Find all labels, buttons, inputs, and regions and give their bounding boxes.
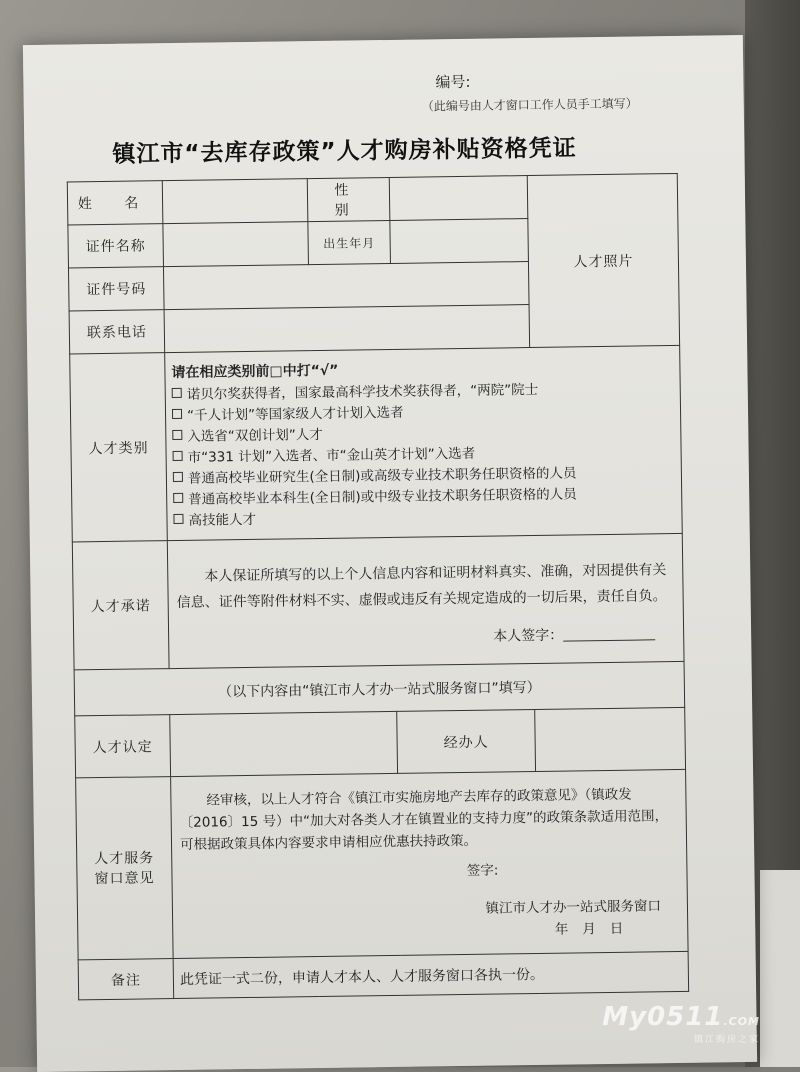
document-title: 镇江市“去库存政策”人才购房补贴资格凭证 — [112, 135, 577, 168]
id-number-field[interactable] — [163, 262, 529, 310]
category-option-3[interactable]: 入选省“双创计划”人才 — [172, 420, 674, 448]
opinion-date: 年月日 — [554, 920, 638, 938]
signature-line[interactable] — [563, 625, 655, 641]
opinion-label: 人才服务 窗口意见 — [76, 777, 174, 960]
id-type-field[interactable] — [163, 222, 309, 267]
background-bottom-right-paper — [760, 870, 800, 1067]
certificate-paper — [23, 35, 757, 1072]
serial-number-label: 编号: — [435, 72, 471, 92]
phone-label: 联系电话 — [69, 310, 165, 354]
phone-field[interactable] — [164, 305, 530, 353]
pledge-cell — [167, 533, 684, 668]
name-field[interactable] — [162, 179, 308, 224]
category-option-6[interactable]: 普通高校毕业本科生(全日制)或中级专业技术职务任职资格的人员 — [173, 483, 675, 511]
certify-label: 人才认定 — [75, 715, 171, 778]
certificate-form-table — [67, 173, 689, 1000]
checkbox[interactable] — [173, 513, 183, 523]
name-label: 姓 名 — [67, 181, 163, 225]
pledge-label: 人才承诺 — [72, 541, 169, 670]
site-watermark: My0511.COM 镇江购房之家 — [602, 1002, 760, 1045]
photo-label: 人才照片 — [573, 253, 634, 270]
window-section-note: （以下内容由“镇江市人才办一站式服务窗口”填写） — [74, 661, 685, 716]
category-label: 人才类别 — [70, 353, 168, 542]
checkbox[interactable] — [173, 471, 183, 481]
birth-field[interactable] — [390, 219, 529, 264]
category-option-1[interactable]: 诺贝尔奖获得者，国家最高科学技术奖获得者，“两院”院士 — [172, 378, 674, 406]
category-option-2[interactable]: “千人计划”等国家级人才计划入选者 — [172, 399, 674, 427]
gender-field[interactable] — [389, 176, 528, 221]
certify-field[interactable] — [170, 711, 398, 776]
serial-number-note: （此编号由人才窗口工作人员手工填写） — [421, 96, 638, 114]
id-type-label: 证件名称 — [68, 224, 164, 268]
category-instruction: 请在相应类别前□中打“√” — [171, 362, 339, 381]
pledge-text: 本人保证所填写的以上个人信息内容和证明材料真实、准确，对因提供有关信息、证件等附件材料不实、虚假或违反有关规定造成的一切后果，责任自负。 — [176, 561, 667, 611]
checkbox[interactable] — [172, 387, 182, 397]
checkbox[interactable] — [173, 450, 183, 460]
checkbox[interactable] — [172, 408, 182, 418]
checkbox[interactable] — [173, 492, 183, 502]
checkbox[interactable] — [172, 429, 182, 439]
opinion-sign-label: 签字: — [466, 862, 499, 879]
category-option-7[interactable]: 高技能人才 — [173, 504, 675, 532]
remarks-label: 备注 — [78, 959, 174, 1000]
photo-box[interactable] — [527, 173, 679, 347]
pledge-signature — [175, 622, 677, 649]
opinion-text: 经审核，以上人才符合《镇江市实施房地产去库存的政策意见》（镇政发〔2016〕15 号）中“加大对各类人才在镇置业的支持力度”的政策条款适用范围，可根据政策具体内容要求申请相应优惠扶持政策。 — [179, 786, 669, 853]
remarks-text: 此凭证一式二份，申请人才本人、人才服务窗口各执一份。 — [173, 951, 689, 998]
handler-field[interactable] — [535, 707, 686, 771]
gender-label: 性 别 — [307, 177, 390, 221]
birth-label: 出生年月 — [308, 220, 391, 264]
opinion-cell — [171, 769, 688, 958]
handler-label: 经办人 — [397, 709, 536, 773]
category-option-5[interactable]: 普通高校毕业研究生(全日制)或高级专业技术职务任职资格的人员 — [173, 462, 675, 490]
category-cell — [165, 345, 683, 540]
opinion-organization: 镇江市人才办一站式服务窗口 — [485, 897, 662, 917]
id-number-label: 证件号码 — [68, 267, 164, 311]
category-option-4[interactable]: 市“331 计划”入选者、市“金山英才计划”入选者 — [172, 441, 674, 469]
pledge-sign-label: 本人签字： — [493, 627, 564, 645]
